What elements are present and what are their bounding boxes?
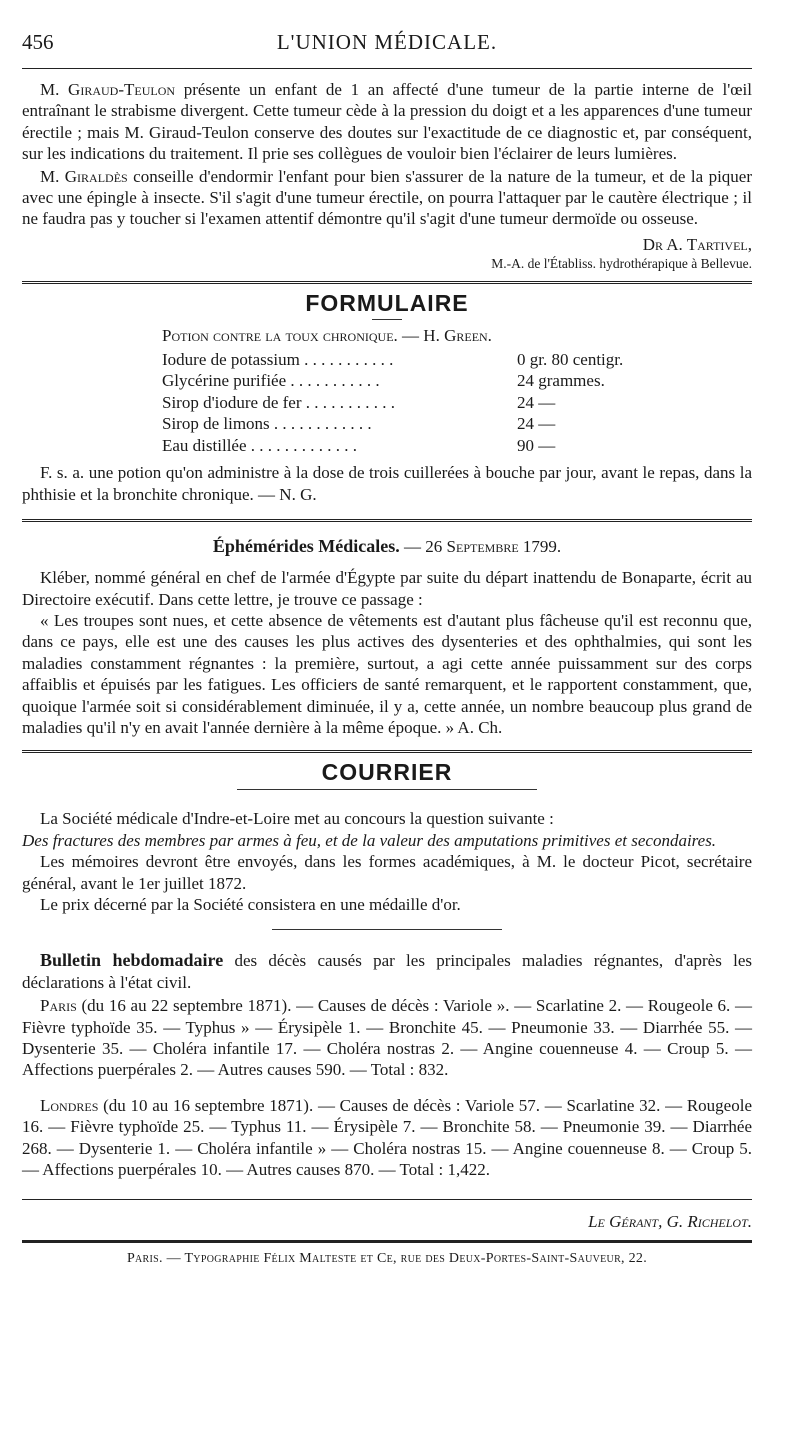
- ingredient-quantity: 24 —: [517, 392, 556, 412]
- bulletin-section: [22, 950, 752, 1180]
- ephemerides-title: Éphémérides Médicales.: [212, 536, 400, 557]
- section-divider: [22, 281, 752, 284]
- section-title-courrier: COURRIER: [321, 759, 453, 786]
- courrier-paragraph-3: Le prix décerné par la Société consistera en une médaille d'or.: [40, 895, 461, 915]
- leader-dots: . . . . . . . . . . .: [305, 392, 395, 412]
- ingredient-row: [162, 349, 623, 371]
- printer-imprint: Paris. — Typographie Félix Malteste et Ce, rue des Deux-Portes-Saint-Sauveur, 22.: [126, 1250, 648, 1266]
- author-affiliation: M.-A. de l'Établiss. hydrothérapique à Bellevue.: [491, 255, 752, 271]
- ingredient-quantity: 0 gr. 80 centigr.: [517, 349, 624, 369]
- ingredient-row: [162, 435, 623, 457]
- city-name: Londres: [40, 1095, 99, 1115]
- discussion-paragraph-1: M. Giraud-Teulon présente un enfant de 1 an affecté d'une tumeur de la partie interne de l'œil entraînant le strabisme divergent. Cette tumeur cède à la pression du doigt et a les apparences d'une tumeur érectile ; mais M. Giraud-Teulon conserve des doutes sur l'exactitude de ce diagnostic et, par conséquent, sur les indications du traitement. Il prie ses collègues de vouloir bien l'éclairer de leurs lumières.: [22, 80, 752, 164]
- courrier-paragraph-1: La Société médicale d'Indre-et-Loire met au concours la question suivante :: [40, 809, 554, 829]
- ingredient-name: Sirop d'iodure de fer: [162, 392, 302, 412]
- recipe-table: [162, 349, 623, 457]
- ephemerides-section: [22, 536, 752, 738]
- leader-dots: . . . . . . . . . . . . .: [250, 435, 358, 455]
- journal-title: L'UNION MÉDICALE.: [276, 30, 498, 54]
- ingredient-name: Glycérine purifiée: [162, 371, 287, 391]
- bulletin-title: Bulletin hebdomadaire: [40, 950, 224, 971]
- ingredient-quantity: 24 grammes.: [517, 371, 605, 391]
- discussion-paragraph-2: M. Giraldès conseille d'endormir l'enfant pour bien s'assurer de la nature de la tumeur, et de la piquer avec une épingle à insecte. S'il s'agit d'une tumeur érectile, on pourra l'attaquer par le cautère électrique ; il ne faudra pas y toucher si l'examen attentif démontre qu'il s'agit d'une tumeur dermoïde ou osseuse.: [22, 166, 753, 229]
- ephemerides-heading: [22, 536, 752, 557]
- gerant-signature: Le Gérant, G. Richelot.: [588, 1211, 752, 1231]
- recipe-title: Potion contre la toux chronique. — H. Green.: [162, 325, 492, 345]
- title-underline: [237, 789, 537, 790]
- section-divider: [22, 519, 752, 522]
- ingredient-quantity: 90 —: [517, 435, 556, 455]
- ephemerides-quote: « Les troupes sont nues, et cette absence de vêtements est d'autant plus fâcheuse qu'il est reconnu que, dans ce pays, elle est une des causes les plus actives des dysenteries et des ophthalmies, qui sont les maladies constamment régnantes : la première, surtout, a agi cette année puissamment sur des corps affaiblis et épuisés par les fatigues. Les officiers de santé remarquent, et le rapportent constamment, que, quoique l'armée soit si considérablement diminuée, il y a, cette année, un nombre beaucoup plus grand de maladies qu'il n'y en avait l'année dernière à la même époque. » A. Ch.: [22, 610, 752, 737]
- author-signature: Dr A. Tartivel,: [642, 234, 752, 254]
- bulletin-intro: Bulletin hebdomadaire des décès causés par les principales maladies régnantes, d'après les déclarations à l'état civil.: [22, 950, 752, 992]
- leader-dots: . . . . . . . . . . .: [290, 371, 380, 391]
- page: [22, 0, 752, 1439]
- footer-rule: [22, 1199, 752, 1200]
- title-underline: [372, 319, 402, 320]
- society-discussion: [22, 79, 752, 273]
- courrier-section: [22, 759, 752, 930]
- paris-statistics: Paris (du 16 au 22 septembre 1871). — Causes de décès : Variole ». — Scarlatine 2. — Rougeole 6. — Fièvre typhoïde 35. — Typhus » — Érysipèle 1. — Bronchite 45. — Pneumonie 33. — Diarrhée 55. — Dysenterie 35. — Choléra infantile 17. — Choléra nostras 2. — Angine couenneuse 4. — Croup 5. — Affections puerpérales 2. — Autres causes 590. — Total : 832.: [22, 996, 752, 1080]
- leader-dots: . . . . . . . . . . . .: [273, 414, 372, 434]
- contest-question: Des fractures des membres par armes à feu, et de la valeur des amputations primitives et secondaires.: [22, 830, 717, 850]
- small-divider: [272, 929, 502, 930]
- city-name: Paris: [40, 996, 77, 1016]
- courrier-paragraph-2: Les mémoires devront être envoyés, dans les formes académiques, à M. le docteur Picot, secrétaire général, avant le 1er juillet 1872.: [22, 852, 752, 893]
- running-head: [22, 30, 752, 66]
- footer-rule: [22, 1240, 752, 1243]
- ephemerides-date: — 26 Septembre 1799.: [404, 537, 562, 557]
- leader-dots: . . . . . . . . . . .: [304, 349, 394, 369]
- ingredient-row: [162, 370, 623, 392]
- ingredient-name: Iodure de potassium: [162, 349, 300, 369]
- ingredient-row: [162, 413, 623, 435]
- header-rule: [22, 68, 752, 69]
- ingredient-row: [162, 392, 623, 414]
- recipe-instructions: F. s. a. une potion qu'on administre à la dose de trois cuillerées à bouche par jour, avant le repas, dans la phthisie et la bronchite chronique. — N. G.: [22, 463, 752, 504]
- page-number: 456: [22, 30, 54, 54]
- formulaire-section: [22, 290, 752, 505]
- speaker-name: M. Giraud-Teulon: [40, 80, 176, 99]
- ephemerides-paragraph-1: Kléber, nommé général en chef de l'armée d'Égypte par suite du départ inattendu de Bonaparte, écrit au Directoire exécutif. Dans cette lettre, je trouve ce passage :: [22, 568, 752, 609]
- section-divider: [22, 750, 752, 753]
- ingredient-name: Eau distillée: [162, 435, 247, 455]
- section-title-formulaire: FORMULAIRE: [305, 289, 469, 316]
- speaker-name: M. Giraldès: [40, 166, 128, 186]
- ingredient-quantity: 24 —: [517, 414, 556, 434]
- london-statistics: Londres (du 10 au 16 septembre 1871). — Causes de décès : Variole 57. — Scarlatine 32. — Rougeole 16. — Fièvre typhoïde 25. — Typhus 11. — Érysipèle 7. — Bronchite 58. — Pneumonie 39. — Diarrhée 268. — Dysenterie 1. — Choléra infantile » — Choléra nostras 15. — Angine couenneuse 8. — Croup 5. — Affections puerpérales 10. — Autres causes 870. — Total : 1,422.: [22, 1095, 752, 1180]
- ingredient-name: Sirop de limons: [162, 414, 270, 434]
